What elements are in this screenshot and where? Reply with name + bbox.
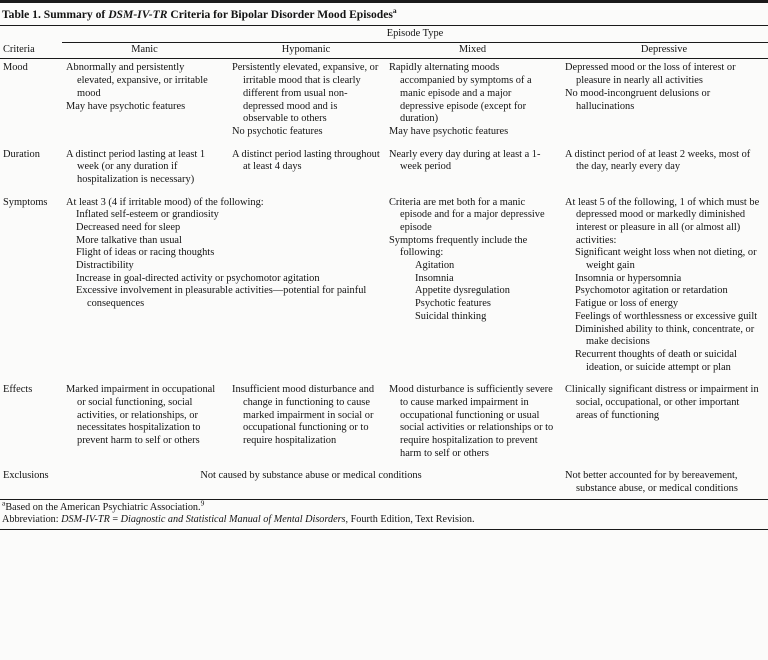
cell-paragraph: Depressed mood or the loss of interest or pleasure in nearly all activities: [565, 62, 736, 87]
cell-paragraph: At least 3 (4 if irritable mood) of the following:: [66, 196, 264, 208]
cell-paragraph: Agitation: [415, 260, 455, 272]
footnote-abbreviation: [2, 514, 766, 526]
cell-paragraph: Psychotic features: [415, 298, 491, 310]
cell-paragraph: At least 5 of the following, 1 of which must be depressed mood or markedly diminished interest or pleasure in all (or almost all) activities:: [565, 196, 760, 246]
footnote-a-text: Based on the American Psychiatric Association.: [5, 501, 201, 513]
cell-paragraph: Suicidal thinking: [415, 310, 487, 322]
footnote-a: [2, 498, 766, 514]
cell-mood-manic: [62, 59, 228, 146]
cell-paragraph: Criteria are met both for a manic episode and for a major depressive episode: [389, 196, 545, 233]
cell-paragraph: Abnormally and persistently elevated, expansive, or irritable mood: [66, 62, 208, 99]
cell-paragraph: Fatigue or loss of energy: [575, 298, 679, 310]
cell-paragraph: May have psychotic features: [66, 100, 186, 112]
abbreviation-manual-title: Diagnostic and Statistical Manual of Mental Disorders: [120, 514, 346, 526]
row-effects: [0, 381, 768, 467]
column-header-hypomanic: Hypomanic: [228, 42, 385, 59]
cell-paragraph: No mood-incongruent delusions or hallucinations: [565, 87, 711, 112]
row-label-effects: Effects: [3, 384, 33, 396]
abbreviation-label: Abbreviation:: [2, 514, 62, 526]
column-header-row: [0, 42, 768, 59]
cell-paragraph: Persistently elevated, expansive, or irritable mood that is clearly different from usual non-depressed mood and is observable to others: [232, 62, 379, 125]
cell-paragraph: Rapidly alternating moods accompanied by symptoms of a manic episode and a major depressive episode (except for duration): [389, 62, 532, 125]
cell-paragraph: More talkative than usual: [76, 234, 182, 246]
cell-effects-manic: [62, 381, 228, 467]
criteria-table: [0, 26, 768, 500]
cell-paragraph: Symptoms frequently include the following:: [389, 234, 528, 259]
cell-duration-manic: [62, 146, 228, 194]
cell-paragraph: Marked impairment in occupational or social functioning, social activities, or relationships, or necessitates hospitalization to prevent harm to self or others: [66, 384, 216, 446]
cell-paragraph: Insomnia or hypersomnia: [575, 272, 682, 284]
cell-symptoms-depressive: [561, 194, 768, 382]
row-label-exclusions: Exclusions: [0, 467, 62, 499]
cell-effects-depressive: [561, 381, 768, 467]
cell-paragraph: No psychotic features: [232, 125, 323, 137]
row-label-symptoms: Symptoms: [3, 196, 48, 208]
cell-paragraph: Not better accounted for by bereavement, substance abuse, or medical conditions: [565, 470, 738, 495]
title-text: Table 1. Summary of: [2, 8, 109, 21]
cell-paragraph: Inflated self-esteem or grandiosity: [76, 209, 219, 221]
table-title: [0, 3, 768, 26]
cell-paragraph: Not caused by substance abuse or medical conditions: [200, 470, 422, 482]
cell-paragraph: Mood disturbance is sufficiently severe to cause marked impairment in occupational functioning or usual social activities or relationships or to require hospitalization to prevent harm to self or others: [389, 384, 554, 459]
episode-type-header: Episode Type: [62, 26, 768, 42]
row-label-duration: Duration: [3, 148, 40, 160]
row-mood: [0, 59, 768, 146]
cell-paragraph: Increase in goal-directed activity or psychomotor agitation: [76, 272, 320, 284]
cell-paragraph: Appetite dysregulation: [415, 285, 510, 297]
cell-paragraph: Flight of ideas or racing thoughts: [76, 247, 215, 259]
row-exclusions: [0, 467, 768, 499]
cell-paragraph: Nearly every day during at least a 1-week period: [389, 148, 541, 173]
cell-paragraph: Feelings of worthlessness or excessive guilt: [575, 310, 758, 322]
abbreviation-term: DSM-IV-TR: [61, 514, 110, 526]
column-header-mixed: Mixed: [385, 42, 561, 59]
cell-paragraph: Clinically significant distress or impairment in social, occupational, or other important areas of functioning: [565, 384, 759, 421]
cell-paragraph: Significant weight loss when not dieting, or weight gain: [575, 247, 757, 272]
cell-paragraph: Distractibility: [76, 260, 134, 272]
cell-paragraph: Insufficient mood disturbance and change in functioning to cause marked impairment in social or occupational functioning or to require hospitalization: [232, 384, 375, 446]
abbreviation-rest: , Fourth Edition, Text Revision.: [345, 514, 475, 526]
cell-paragraph: Excessive involvement in pleasurable activities—potential for painful consequences: [76, 285, 367, 310]
episode-type-row: [0, 26, 768, 42]
footnotes: [0, 500, 768, 530]
title-text-suffix: Criteria for Bipolar Disorder Mood Episodes: [167, 8, 393, 21]
title-emphasis: DSM-IV-TR: [108, 8, 168, 21]
cell-exclusions-manic-hypomanic-mixed: [62, 467, 561, 499]
cell-paragraph: Psychomotor agitation or retardation: [575, 285, 728, 297]
column-header-depressive: Depressive: [561, 42, 768, 59]
cell-paragraph: Insomnia: [415, 272, 454, 284]
cell-mood-mixed: [385, 59, 561, 146]
cell-effects-mixed: [385, 381, 561, 467]
cell-duration-depressive: [561, 146, 768, 194]
cell-effects-hypomanic: [228, 381, 385, 467]
cell-exclusions-depressive: [561, 467, 768, 499]
row-label-mood: Mood: [3, 62, 28, 74]
column-header-manic: Manic: [62, 42, 228, 59]
cell-paragraph: A distinct period lasting throughout at least 4 days: [232, 148, 380, 173]
cell-symptoms-mixed: [385, 194, 561, 382]
abbreviation-equals: =: [109, 514, 121, 526]
cell-paragraph: Recurrent thoughts of death or suicidal ideation, or suicide attempt or plan: [575, 348, 737, 373]
cell-symptoms-manic-hypomanic: [62, 194, 385, 382]
row-symptoms: [0, 194, 768, 382]
cell-paragraph: Diminished ability to think, concentrate, or make decisions: [575, 323, 755, 348]
cell-paragraph: A distinct period lasting at least 1 week (or any duration if hospitalization is necessary): [66, 148, 206, 185]
cell-paragraph: May have psychotic features: [389, 125, 509, 137]
cell-duration-hypomanic: [228, 146, 385, 194]
cell-duration-mixed: [385, 146, 561, 194]
cell-mood-depressive: [561, 59, 768, 146]
cell-mood-hypomanic: [228, 59, 385, 146]
row-duration: [0, 146, 768, 194]
footnote-a-marker: a: [2, 498, 6, 508]
title-footnote-marker: a: [392, 6, 397, 16]
footnote-a-reference: 9: [200, 498, 205, 508]
episode-type-spacer: [0, 26, 62, 42]
criteria-column-header: Criteria: [0, 42, 62, 59]
cell-paragraph: Decreased need for sleep: [76, 222, 181, 233]
cell-paragraph: A distinct period of at least 2 weeks, most of the day, nearly every day: [565, 148, 751, 173]
